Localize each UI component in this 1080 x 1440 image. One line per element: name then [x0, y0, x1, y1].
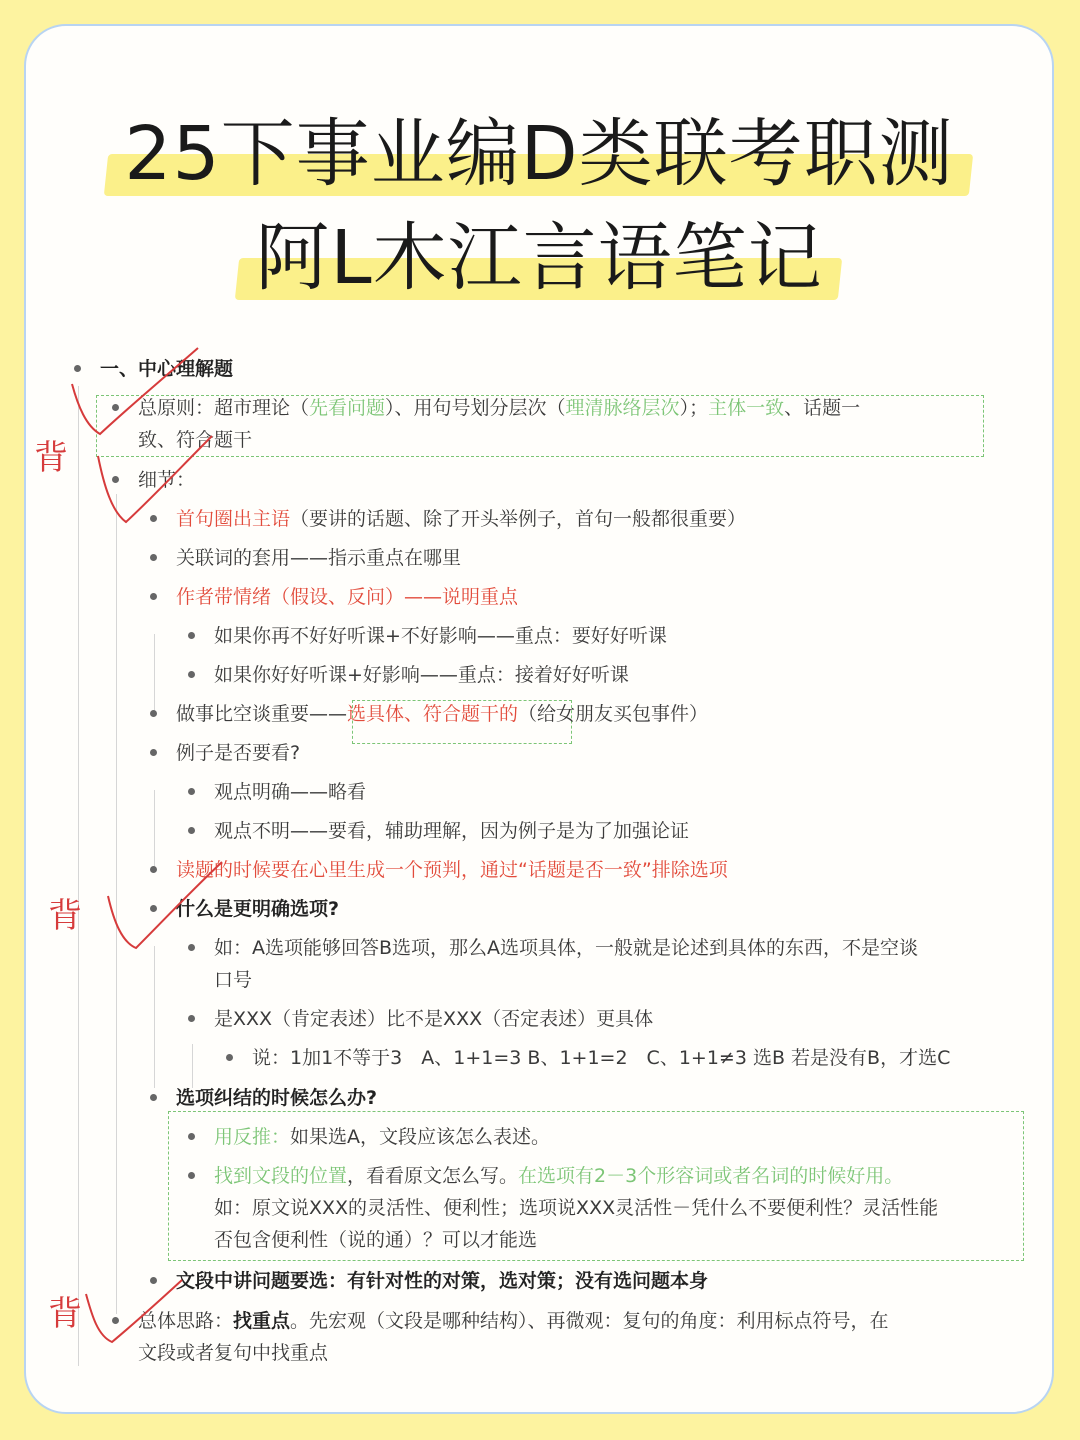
clearer-option-1b: 口号 [214, 969, 253, 991]
detail-prediction: 读题的时候要在心里生成一个预判，通过“话题是否一致”排除选项 [176, 859, 728, 881]
clearer-option-2: 是XXX（肯定表述）比不是XXX（否定表述）更具体 [214, 1008, 654, 1030]
checkmark-4 [86, 1280, 182, 1342]
dilemma-locate: 找到文段的位置，看看原文怎么写。在选项有2－3个形容词或者名词的时候好用。 [214, 1165, 904, 1187]
checkmark-1 [72, 348, 198, 434]
clearer-option-example: 说：1加1不等于3 A、1+1=3 B、1+1=2 C、1+1≠3 选B 若是没有B，才选C [252, 1047, 951, 1069]
detail-action-over-talk: 做事比空谈重要——选具体、符合题干的（给女朋友买包事件） [176, 703, 709, 725]
principle-line-1: 总原则：超市理论（先看问题）、用句号划分层次（理清脉络层次）；主体一致、话题一 [138, 397, 861, 419]
examples-unclear: 观点不明——要看，辅助理解，因为例子是为了加强论证 [214, 820, 690, 842]
detail-examples: 例子是否要看? [176, 742, 301, 764]
details-heading: 细节： [138, 469, 196, 491]
detail-first-sentence: 首句圈出主语（要讲的话题、除了开头举例子，首句一般都很重要） [176, 508, 747, 530]
clearer-option-1a: 如：A选项能够回答B选项，那么A选项具体，一般就是论述到具体的东西，不是空谈 [214, 937, 919, 959]
checkmark-3 [108, 862, 222, 948]
detail-conjunction: 关联词的套用——指示重点在哪里 [176, 547, 462, 569]
handwritten-note-bei-3: 背 [48, 1294, 82, 1334]
detail-problem-solution: 文段中讲问题要选：有针对性的对策，选对策；没有选问题本身 [176, 1270, 709, 1292]
note-card [24, 24, 1054, 1414]
emotion-example-1: 如果你再不好好听课+不好影响——重点：要好好听课 [214, 625, 667, 647]
overall-approach-1: 总体思路：找重点。先宏观（文段是哪种结构）、再微观：复句的角度：利用标点符号，在 [138, 1310, 889, 1332]
checkmark-2 [98, 436, 212, 522]
detail-option-dilemma: 选项纠结的时候怎么办? [176, 1087, 378, 1109]
dilemma-locate-example-1: 如：原文说XXX的灵活性、便利性；选项说XXX灵活性－凭什么不要便利性？灵活性能 [214, 1197, 939, 1219]
heading-central-idea: 一、中心理解题 [100, 358, 234, 380]
handwritten-note-bei-1: 背 [34, 438, 68, 478]
detail-clearer-option: 什么是更明确选项? [176, 898, 340, 920]
dilemma-locate-example-2: 否包含便利性（说的通）？可以才能选 [214, 1229, 538, 1251]
examples-clear: 观点明确——略看 [214, 781, 367, 803]
handwritten-note-bei-2: 背 [48, 896, 82, 936]
emotion-example-2: 如果你好好听课+好影响——重点：接着好好听课 [214, 664, 629, 686]
dilemma-reverse: 用反推：如果选A，文段应该怎么表述。 [214, 1126, 551, 1148]
title-text-2: 阿L木江言语笔记 [255, 215, 823, 301]
title-text-1: 25下事业编D类联考职测 [124, 111, 954, 197]
overall-approach-2: 文段或者复句中找重点 [138, 1342, 329, 1364]
detail-emotion: 作者带情绪（假设、反问）——说明重点 [176, 586, 519, 608]
principle-line-2: 致、符合题干 [138, 429, 253, 451]
handwritten-checkmarks [26, 26, 1054, 1414]
